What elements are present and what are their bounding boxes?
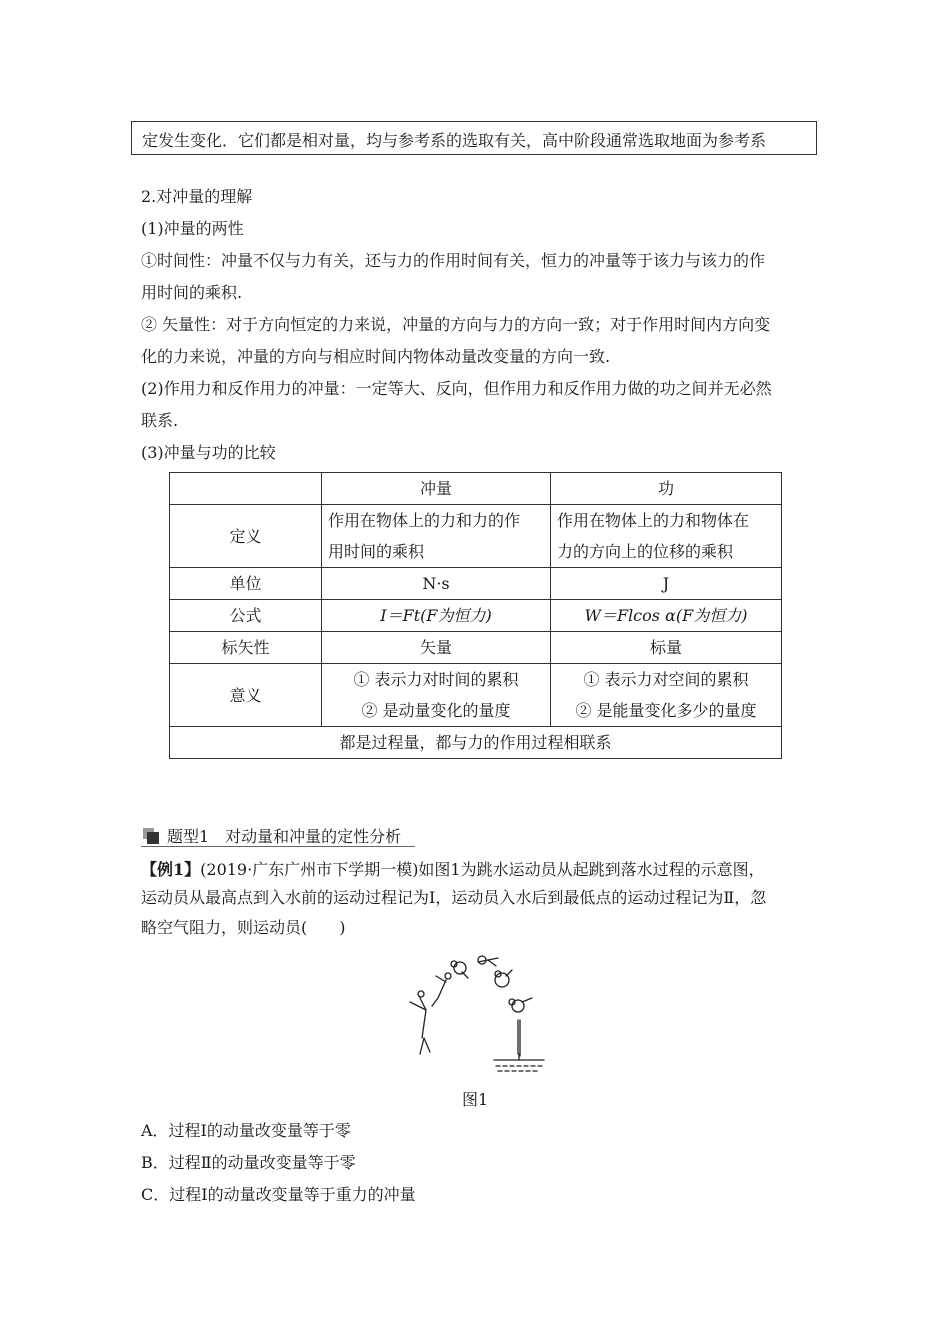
table-row-meaning — [170, 664, 782, 727]
diver-descending — [509, 998, 532, 1012]
table-row-formula — [170, 600, 782, 632]
example-line-3: 略空气阻力，则运动员( ) — [141, 918, 346, 937]
example-tag: 【例1】 — [141, 860, 201, 879]
section-heading: 2.对冲量的理解 — [141, 187, 253, 206]
row-label-unit: 单位 — [170, 568, 322, 600]
choice-c: C．过程Ⅰ的动量改变量等于重力的冲量 — [141, 1185, 416, 1204]
subheading-two-properties: (1)冲量的两性 — [141, 219, 244, 238]
diver-tuck-1 — [451, 961, 468, 978]
paragraph-vector-property-1: ② 矢量性：对于方向恒定的力来说，冲量的方向与力的方向一致；对于作用时间内方向变 — [141, 315, 771, 334]
diver-figure — [402, 950, 552, 1080]
note-box-text: 定发生变化．它们都是相对量，均与参考系的选取有关，高中阶段通常选取地面为参考系 — [142, 131, 767, 150]
choice-b: B．过程Ⅱ的动量改变量等于零 — [141, 1153, 356, 1172]
diver-tuck-top — [478, 956, 498, 966]
row-label-formula: 公式 — [170, 600, 322, 632]
meaning-impulse-line2: ② 是动量变化的量度 — [361, 701, 511, 720]
table-row-definition — [170, 505, 782, 568]
example-line-1 — [141, 860, 765, 880]
square-bullet-icon — [143, 828, 159, 844]
formula-work: W＝Flcos α(F为恒力) — [551, 600, 782, 632]
meaning-work-line2: ② 是能量变化多少的量度 — [575, 701, 757, 720]
topic-title: 题型1 对动量和冲量的定性分析 — [167, 827, 402, 846]
definition-work-line2: 力的方向上的位移的乘积 — [557, 542, 734, 561]
example-text-1: (2019·广东广州市下学期一模)如图1为跳水运动员从起跳到落水过程的示意图， — [200, 860, 765, 879]
definition-work — [551, 505, 782, 568]
definition-impulse — [322, 505, 551, 568]
paragraph-action-reaction-1: (2)作用力和反作用力的冲量：一定等大、反向，但作用力和反作用力做的功之间并无必然 — [141, 379, 772, 398]
definition-impulse-line2: 用时间的乘积 — [328, 542, 425, 561]
meaning-work — [551, 664, 782, 727]
header-cell-work: 功 — [551, 473, 782, 505]
unit-impulse: N·s — [322, 568, 551, 600]
table-row-vector — [170, 632, 782, 664]
row-label-vector: 标矢性 — [170, 632, 322, 664]
definition-work-line1: 作用在物体上的力和物体在 — [557, 511, 750, 530]
subheading-comparison: (3)冲量与功的比较 — [141, 443, 276, 462]
topic-underline — [141, 846, 415, 847]
figure-caption: 图1 — [462, 1090, 489, 1109]
comparison-table — [169, 472, 782, 759]
example-line-2: 运动员从最高点到入水前的运动过程记为Ⅰ，运动员入水后到最低点的运动过程记为Ⅱ，忽 — [141, 888, 767, 907]
note-box — [131, 121, 817, 155]
meaning-work-line1: ① 表示力对空间的累积 — [583, 670, 749, 689]
table-row-unit — [170, 568, 782, 600]
definition-impulse-line1: 作用在物体上的力和力的作 — [328, 511, 521, 530]
diver-tuck-2 — [495, 970, 512, 987]
row-label-definition: 定义 — [170, 505, 322, 568]
diver-rising — [432, 973, 451, 1006]
row-label-meaning: 意义 — [170, 664, 322, 727]
paragraph-action-reaction-2: 联系. — [141, 411, 179, 430]
paragraph-time-property-2: 用时间的乘积. — [141, 283, 243, 302]
vector-work: 标量 — [551, 632, 782, 664]
meaning-impulse-line1: ① 表示力对时间的累积 — [353, 670, 519, 689]
vector-impulse: 矢量 — [322, 632, 551, 664]
paragraph-time-property-1: ①时间性：冲量不仅与力有关，还与力的作用时间有关，恒力的冲量等于该力与该力的作 — [141, 251, 766, 270]
choice-a: A．过程Ⅰ的动量改变量等于零 — [141, 1121, 351, 1140]
table-row-footer — [170, 727, 782, 759]
paragraph-vector-property-2: 化的力来说，冲量的方向与相应时间内物体动量改变量的方向一致. — [141, 347, 611, 366]
formula-impulse: I＝Ft(F为恒力) — [322, 600, 551, 632]
meaning-impulse — [322, 664, 551, 727]
unit-work: J — [551, 568, 782, 600]
header-cell-empty — [170, 473, 322, 505]
header-cell-impulse: 冲量 — [322, 473, 551, 505]
table-header-row — [170, 473, 782, 505]
diver-takeoff — [410, 991, 430, 1054]
table-footer-cell: 都是过程量，都与力的作用过程相联系 — [170, 727, 782, 759]
topic-header — [143, 824, 401, 847]
diver-entry — [518, 1020, 520, 1060]
